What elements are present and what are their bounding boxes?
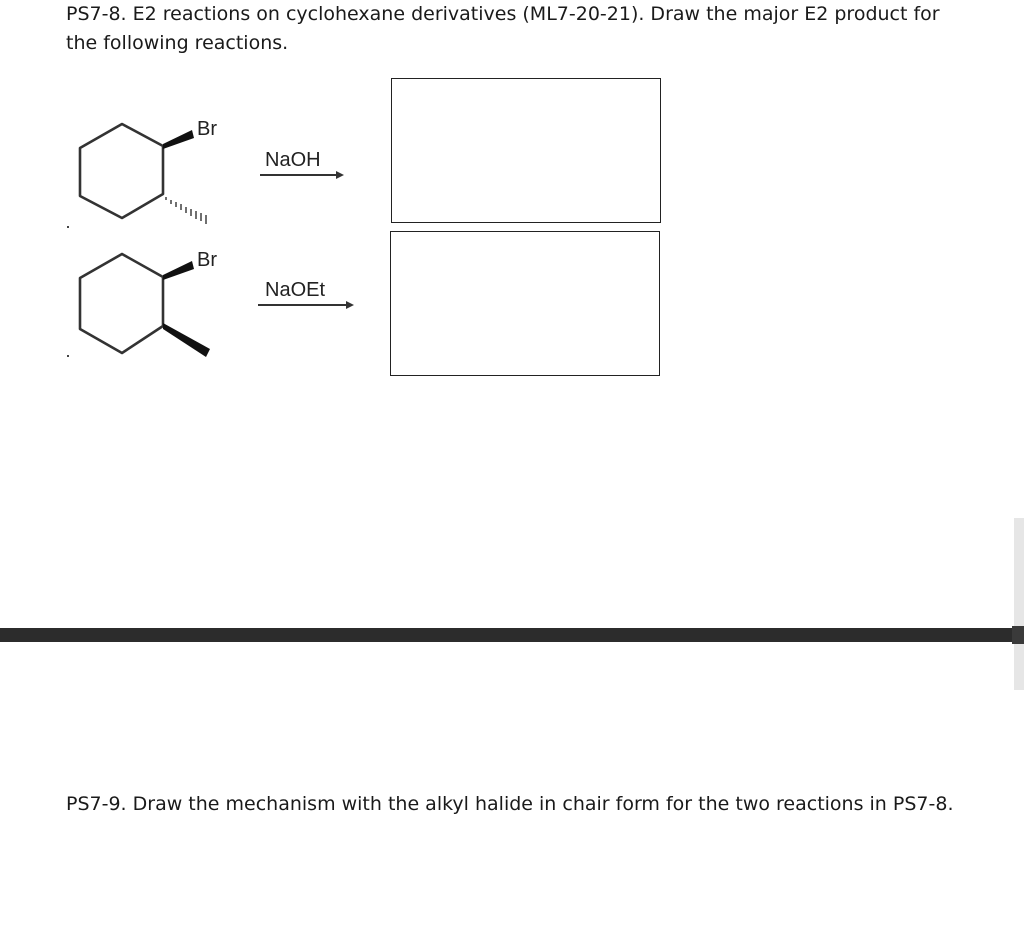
question-ps7-9: PS7-9. Draw the mechanism with the alkyl halide in chair form for the two reactions in PS7-8. <box>66 793 954 815</box>
reaction-arrow-2 <box>258 301 354 309</box>
wedge-bond-br-1 <box>163 130 194 149</box>
answer-box-2[interactable] <box>390 231 660 376</box>
reagent-label-1: NaOH <box>265 149 321 171</box>
divider-handle <box>1012 626 1024 644</box>
wedge-bond-methyl-2 <box>163 323 210 357</box>
reagent-label-2: NaOEt <box>265 279 326 301</box>
reaction-arrow-1 <box>260 171 344 179</box>
wedge-bond-br-2 <box>163 261 194 280</box>
section-divider <box>0 628 1024 642</box>
br-label-1: Br <box>197 118 217 140</box>
br-label-2: Br <box>197 249 217 271</box>
hashed-bond-1 <box>166 197 206 224</box>
question-ps7-8: PS7-8. E2 reactions on cyclohexane derivatives (ML7-20-21). Draw the major E2 product for the following reactions. <box>66 3 940 54</box>
reaction-drawings <box>0 0 400 400</box>
cyclohexane-ring-1 <box>80 124 163 218</box>
stray-dot-2 <box>67 355 69 357</box>
cyclohexane-ring-2 <box>80 254 163 353</box>
answer-box-1[interactable] <box>391 78 661 223</box>
scrollbar-track[interactable] <box>1014 518 1024 690</box>
stray-dot-1 <box>67 226 69 228</box>
